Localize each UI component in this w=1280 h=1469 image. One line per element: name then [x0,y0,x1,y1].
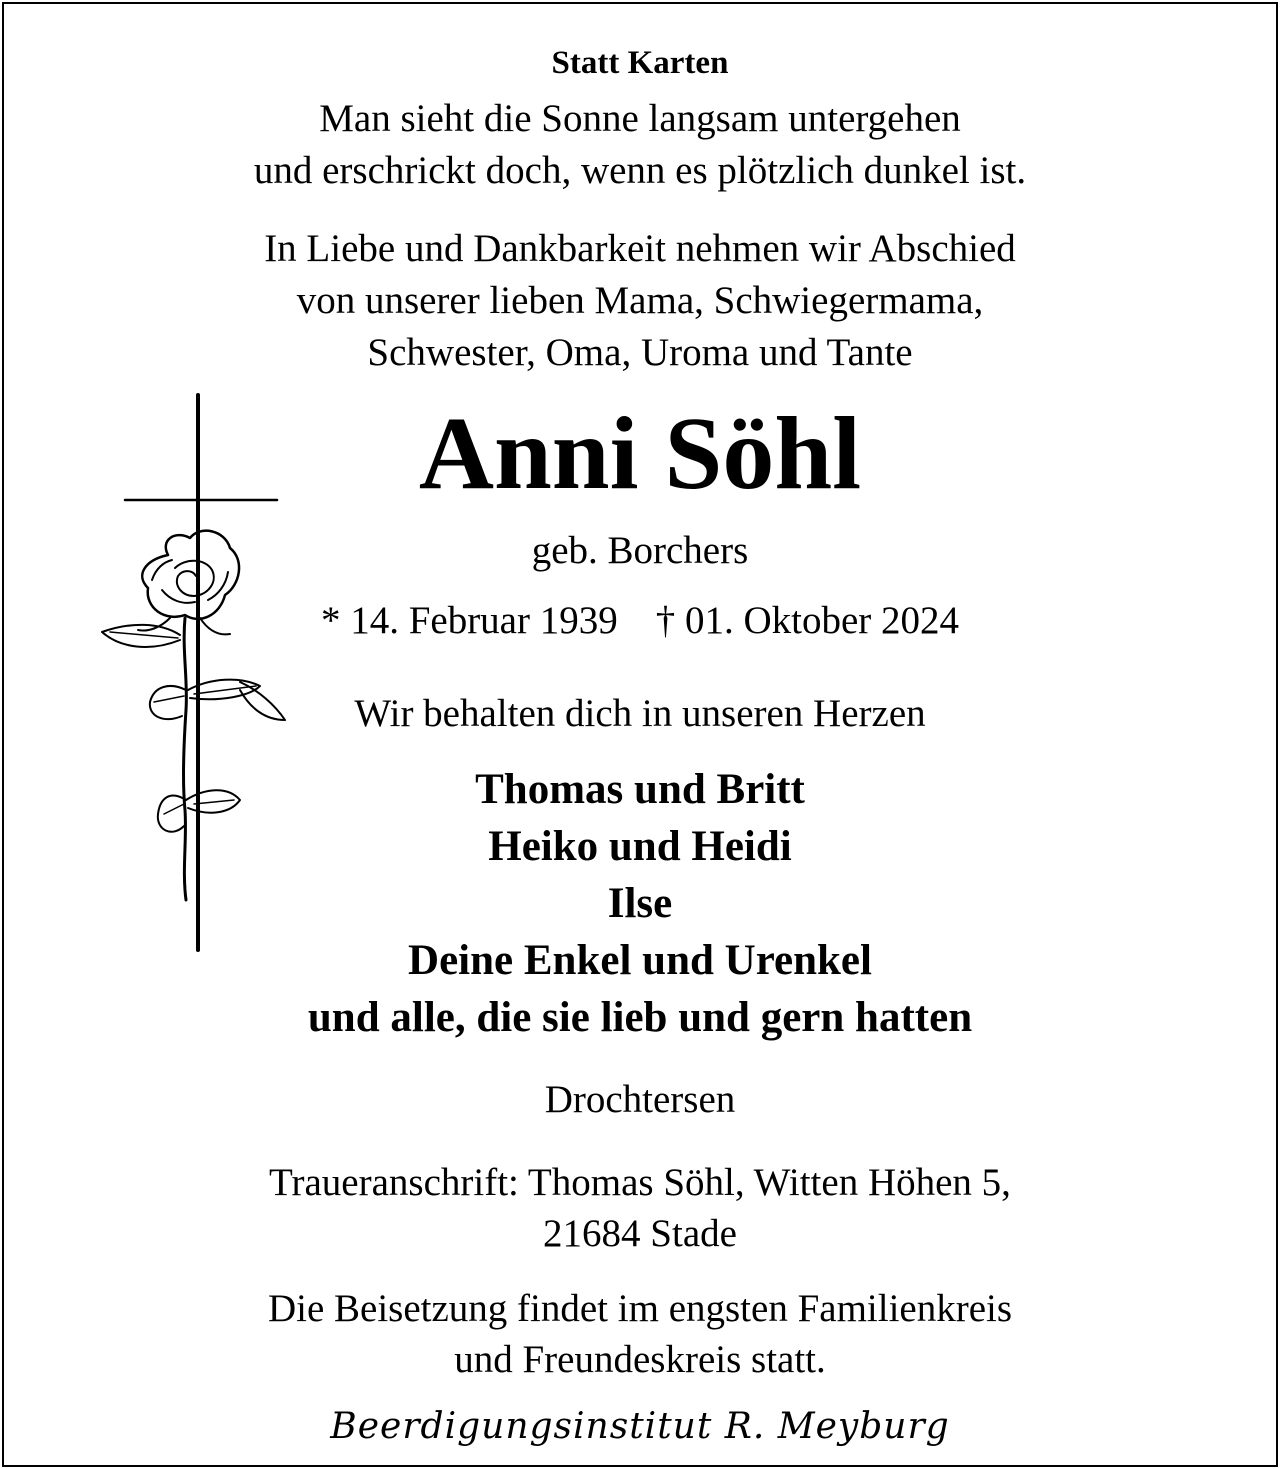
cross-with-rose-icon [90,390,300,960]
mourner-1: Thomas und Britt [475,766,805,813]
mourner-4: Deine Enkel und Urenkel [408,937,872,984]
birth-date: * 14. Februar 1939 [320,599,618,642]
mourner-5: und alle, die sie lieb und gern hatten [307,994,973,1041]
header-statt-karten: Statt Karten [551,45,729,81]
intro-line-3: Schwester, Oma, Uroma und Tante [367,331,913,374]
address-line-2: 21684 Stade [543,1212,737,1255]
motto: Wir behalten dich in unseren Herzen [354,692,926,735]
place: Drochtersen [544,1078,736,1121]
mourner-3: Ilse [607,880,673,927]
intro-line-1: In Liebe und Dankbarkeit nehmen wir Abschied [264,227,1016,270]
undertaker-signature: Beerdigungsinstitut R. Meyburg [330,1406,950,1447]
funeral-note-line-2: und Freundeskreis statt. [454,1338,826,1381]
verse-line-2: und erschrickt doch, wenn es plötzlich dunkel ist. [253,149,1027,192]
intro-line-2: von unserer lieben Mama, Schwiegermama, [296,279,984,322]
mourner-2: Heiko und Heidi [488,823,792,870]
death-date: † 01. Oktober 2024 [655,599,960,642]
address-line-1: Traueranschrift: Thomas Söhl, Witten Höhen 5, [269,1161,1011,1204]
deceased-name: Anni Söhl [418,396,862,511]
funeral-note-line-1: Die Beisetzung findet im engsten Familienkreis [267,1287,1013,1330]
maiden-name: geb. Borchers [531,529,749,572]
verse-line-1: Man sieht die Sonne langsam untergehen [319,97,961,140]
